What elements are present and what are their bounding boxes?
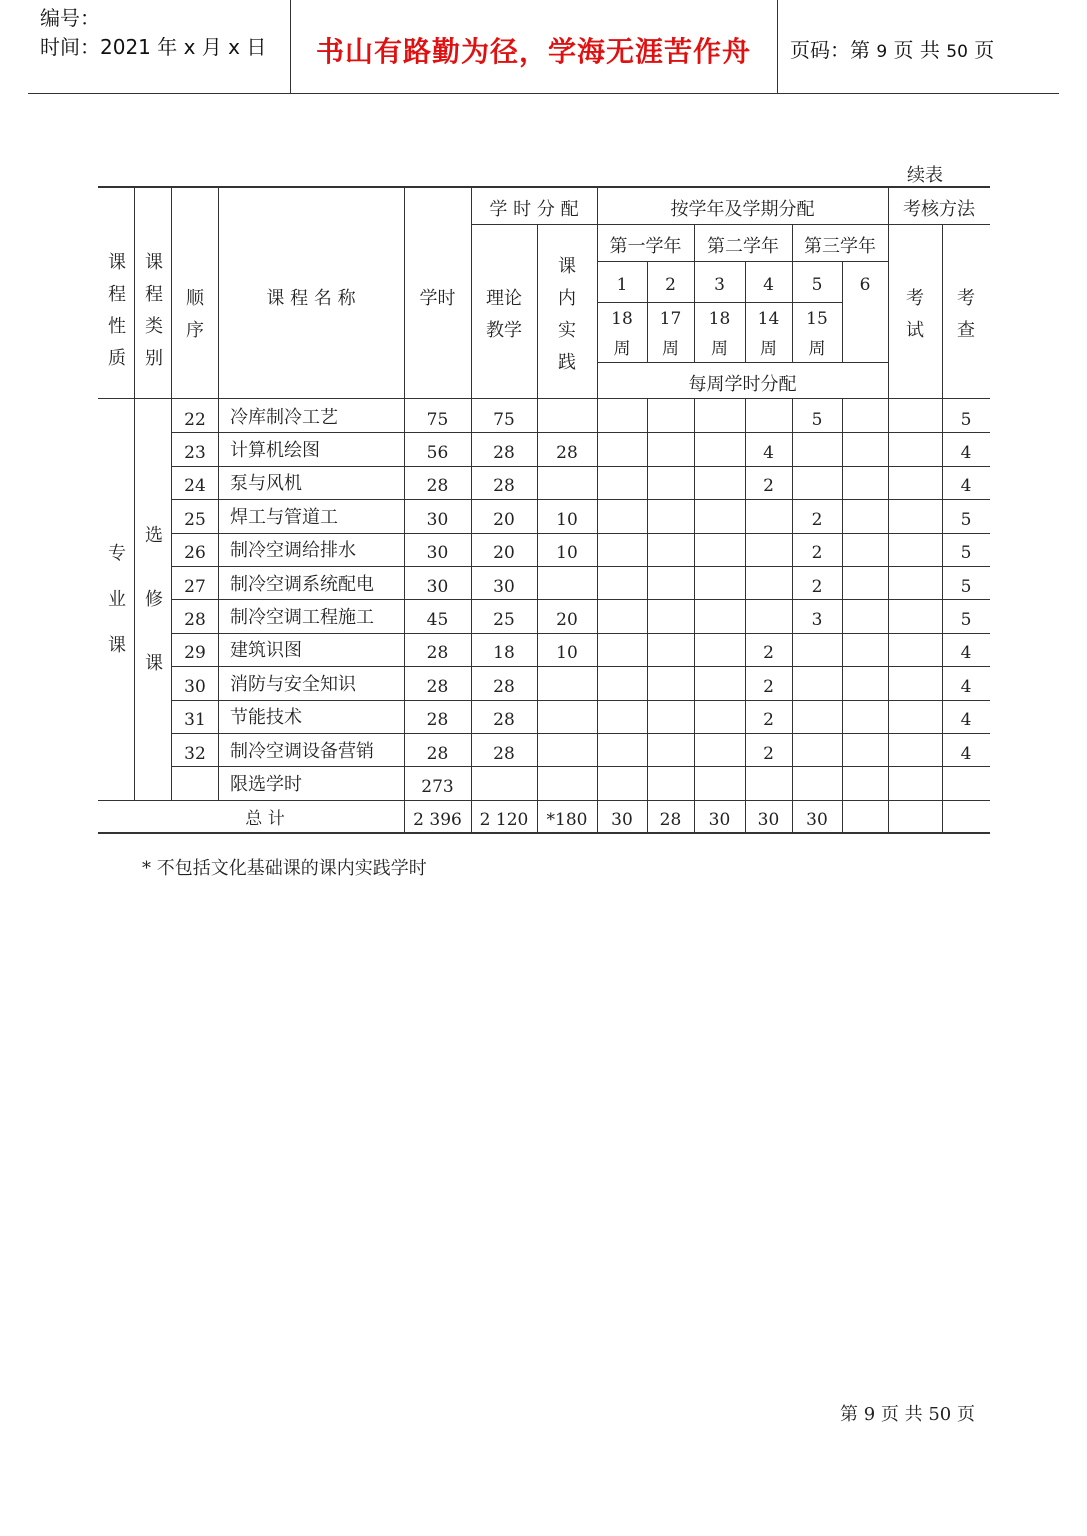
grid-line (792, 398, 793, 832)
header-char: 教学 (486, 320, 522, 341)
row-practice: 10 (556, 543, 578, 564)
weeks-text: 周 (808, 339, 826, 359)
row-t4 (745, 405, 792, 434)
row-theory: 28 (493, 476, 515, 497)
hdr-alloc: 学 时 分 配 (489, 199, 579, 220)
row-t6 (842, 539, 888, 568)
row-theory: 18 (493, 643, 515, 664)
row-t2 (647, 472, 694, 501)
row-t3 (694, 672, 745, 701)
row-order: 31 (184, 710, 206, 731)
row-check: 4 (960, 476, 972, 497)
grid-line (597, 186, 598, 832)
grid-line (647, 261, 648, 362)
row-course-name: 制冷空调工程施工 (230, 607, 374, 629)
row-hours: 28 (426, 476, 449, 497)
row-t3 (694, 706, 745, 735)
header-char: 序 (186, 320, 204, 341)
total-t5: 30 (806, 810, 828, 831)
row-order: 25 (184, 509, 206, 530)
grid-line (597, 302, 842, 303)
row-exam (888, 639, 942, 668)
grid-line (471, 186, 472, 832)
header-char: 程 (108, 284, 126, 305)
row-practice (537, 472, 597, 501)
row-order: 24 (184, 476, 206, 497)
row-exam (888, 505, 942, 534)
grid-line (745, 398, 746, 832)
term-number: 3 (714, 275, 725, 295)
header-char: 顺 (186, 288, 204, 309)
grid-line (888, 186, 889, 832)
date-label: 时间：2021 年 x 月 x 日 (40, 35, 267, 59)
row-t2 (647, 605, 694, 634)
row-t5 (792, 739, 842, 768)
footnote: * 不包括文化基础课的课内实践学时 (142, 858, 427, 879)
row-hours: 28 (426, 710, 449, 731)
row-course-name: 泵与风机 (230, 473, 302, 495)
row-t5 (792, 706, 842, 735)
row-order: 28 (184, 610, 206, 631)
limit-label: 限选学时 (230, 774, 302, 796)
row-course-name: 焊工与管道工 (230, 506, 338, 528)
row-t5 (792, 472, 842, 501)
row-t1 (597, 472, 647, 501)
grid-line (471, 224, 888, 225)
row-t6 (842, 706, 888, 735)
row-t5: 2 (811, 509, 823, 530)
row-t2 (647, 438, 694, 467)
row-check: 5 (960, 610, 972, 631)
row-check: 5 (960, 576, 972, 597)
grid-line (745, 261, 746, 362)
row-check: 4 (960, 643, 972, 664)
header-char: 查 (957, 320, 975, 341)
grid-line (537, 224, 538, 832)
row-exam (888, 572, 942, 601)
weeks-text: 18 (611, 309, 633, 329)
row-theory: 30 (493, 576, 515, 597)
hdr-nature (98, 224, 136, 398)
grid-line (172, 666, 990, 667)
row-t3 (694, 505, 745, 534)
grid-line (942, 224, 943, 832)
header-char: 选 (145, 525, 163, 546)
row-t1 (597, 706, 647, 735)
row-theory: 75 (493, 409, 515, 430)
code-label: 编号： (40, 6, 100, 30)
row-t5: 2 (811, 543, 823, 564)
total-practice: *180 (546, 810, 588, 831)
grid-line (404, 186, 405, 832)
row-order: 32 (184, 743, 206, 764)
row-t3 (694, 572, 745, 601)
total-t2: 28 (659, 810, 682, 831)
row-theory: 28 (493, 443, 515, 464)
row-t1 (597, 405, 647, 434)
grid-line (98, 832, 990, 834)
row-order: 26 (184, 543, 206, 564)
grid-line (842, 398, 843, 832)
grid-line (134, 186, 135, 800)
total-t3: 30 (708, 810, 731, 831)
hdr-name: 课 程 名 称 (266, 288, 356, 309)
row-t2 (647, 505, 694, 534)
row-t4: 4 (763, 443, 774, 464)
total-check (942, 806, 990, 835)
grid-line (842, 261, 843, 362)
row-course-name: 建筑识图 (230, 640, 302, 662)
row-t6 (842, 405, 888, 434)
row-practice: 10 (556, 509, 578, 530)
row-practice: 10 (556, 643, 578, 664)
row-t2 (647, 739, 694, 768)
header-char: 课 (558, 256, 576, 277)
row-hours: 28 (426, 643, 449, 664)
weeks-text: 周 (613, 339, 631, 359)
row-hours: 30 (426, 576, 449, 597)
row-check: 5 (960, 543, 972, 564)
row-t2 (647, 539, 694, 568)
weeks-text: 17 (659, 309, 682, 329)
row-t2 (647, 639, 694, 668)
term-number: 6 (859, 275, 871, 295)
grid-line (218, 186, 219, 800)
row-t3 (694, 472, 745, 501)
row-theory: 28 (493, 743, 515, 764)
grid-line (172, 599, 990, 600)
page-footer: 第 9 页 共 50 页 (840, 1404, 975, 1425)
grid-line (172, 499, 990, 500)
header-char: 课 (145, 252, 163, 273)
term-weeks (647, 304, 694, 364)
row-t6 (842, 505, 888, 534)
grid-line (172, 533, 990, 534)
grid-line (888, 224, 990, 225)
grid-line (172, 633, 990, 634)
row-course-name: 计算机绘图 (230, 440, 320, 462)
total-t6 (842, 806, 888, 835)
grid-line (694, 398, 695, 832)
hdr-year-1: 第一学年 (609, 236, 682, 257)
hdr-hours: 学时 (419, 288, 456, 309)
total-t4: 30 (757, 810, 780, 831)
row-course-name: 消防与安全知识 (230, 673, 356, 695)
nature-label (98, 530, 136, 670)
row-course-name: 节能技术 (230, 707, 302, 729)
row-exam (888, 672, 942, 701)
row-t4: 2 (763, 476, 774, 497)
row-t1 (597, 639, 647, 668)
hdr-year-2: 第二学年 (707, 236, 779, 257)
row-t5 (792, 672, 842, 701)
row-order: 29 (184, 643, 206, 664)
header-char: 考 (957, 288, 975, 309)
header-char: 修 (145, 589, 163, 610)
row-t1 (597, 505, 647, 534)
row-check: 4 (960, 710, 972, 731)
row-theory: 25 (493, 610, 515, 631)
row-practice (537, 405, 597, 434)
row-hours: 30 (426, 543, 449, 564)
row-t5 (792, 639, 842, 668)
row-theory: 20 (493, 509, 515, 530)
row-exam (888, 405, 942, 434)
row-t3 (694, 405, 745, 434)
header-char: 试 (906, 320, 924, 341)
row-course-name: 制冷空调系统配电 (230, 573, 374, 595)
row-t5: 5 (811, 409, 823, 430)
row-hours: 45 (426, 610, 449, 631)
grid-line (792, 224, 793, 362)
motto: 书山有路勤为径，学海无涯苦作舟 (316, 35, 752, 68)
term-weeks (597, 304, 647, 364)
row-t1 (597, 605, 647, 634)
row-exam (888, 472, 942, 501)
term-weeks (694, 304, 745, 364)
row-t6 (842, 739, 888, 768)
grid-line (172, 466, 990, 467)
weeks-text: 周 (710, 339, 728, 359)
grid-line (98, 800, 990, 801)
row-order: 23 (184, 443, 206, 464)
row-exam (888, 539, 942, 568)
row-hours: 30 (426, 509, 449, 530)
grid-line (694, 224, 695, 362)
row-course-name: 制冷空调给排水 (230, 540, 356, 562)
row-t5 (792, 438, 842, 467)
term-number: 1 (616, 275, 628, 295)
header-char: 质 (108, 348, 126, 369)
header-char: 课 (108, 635, 126, 656)
page-number: 9 (876, 42, 888, 62)
grid-line (597, 362, 888, 363)
row-order: 27 (184, 576, 206, 597)
page-suffix: 页 (974, 38, 995, 62)
hdr-exam (888, 280, 942, 350)
row-hours: 56 (426, 443, 449, 464)
hdr-assess: 考核方法 (903, 199, 975, 220)
total-t1: 30 (611, 810, 633, 831)
row-hours: 75 (426, 409, 449, 430)
grid-line (172, 733, 990, 734)
row-t6 (842, 472, 888, 501)
row-t2 (647, 572, 694, 601)
row-exam (888, 739, 942, 768)
term-number: 4 (763, 275, 774, 295)
row-t2 (647, 706, 694, 735)
row-course-name: 冷库制冷工艺 (230, 406, 338, 428)
row-t6 (842, 672, 888, 701)
term-number: 5 (811, 275, 823, 295)
header-char: 别 (145, 348, 163, 369)
hdr-order (172, 240, 218, 390)
row-check: 5 (960, 409, 972, 430)
page-prefix: 页码：第 (790, 38, 870, 62)
row-t1 (597, 539, 647, 568)
row-practice (537, 739, 597, 768)
row-practice: 28 (556, 443, 578, 464)
continued-label: 续表 (907, 165, 943, 186)
grid-line (172, 566, 990, 567)
grid-line (98, 186, 990, 188)
header-char: 内 (558, 288, 576, 309)
row-course-name: 制冷空调设备营销 (230, 740, 374, 762)
row-t2 (647, 405, 694, 434)
row-t5: 2 (811, 576, 823, 597)
row-t4 (745, 539, 792, 568)
row-check: 5 (960, 509, 972, 530)
row-exam (888, 706, 942, 735)
total-hours: 2 396 (413, 810, 462, 831)
total-theory: 2 120 (479, 810, 529, 831)
row-practice (537, 706, 597, 735)
hdr-by-year: 按学年及学期分配 (670, 199, 815, 220)
row-practice: 20 (556, 610, 578, 631)
hdr-check (942, 280, 990, 350)
row-check: 4 (960, 676, 972, 697)
header-char: 实 (558, 320, 576, 341)
row-t1 (597, 739, 647, 768)
row-hours: 28 (426, 676, 449, 697)
row-t4: 2 (763, 643, 774, 664)
term-weeks (792, 304, 842, 364)
header-char: 程 (145, 284, 163, 305)
grid-line (647, 398, 648, 832)
category-label (136, 520, 172, 680)
row-t4: 2 (763, 743, 774, 764)
grid-line (172, 432, 990, 433)
total-exam (888, 806, 942, 835)
row-t6 (842, 639, 888, 668)
weeks-text: 14 (757, 309, 780, 329)
header-char: 性 (108, 316, 126, 337)
row-t4 (745, 605, 792, 634)
header-char: 专 (108, 543, 126, 564)
row-t4 (745, 505, 792, 534)
weeks-text: 15 (806, 309, 828, 329)
total-label: 总 计 (245, 808, 285, 829)
hdr-category (136, 224, 172, 398)
term-number: 2 (665, 275, 676, 295)
weeks-text: 18 (708, 309, 731, 329)
row-t4 (745, 572, 792, 601)
row-t6 (842, 438, 888, 467)
row-t4: 2 (763, 710, 774, 731)
header-char: 课 (108, 252, 126, 273)
row-t1 (597, 438, 647, 467)
row-t2 (647, 672, 694, 701)
row-order: 30 (184, 676, 206, 697)
row-t5: 3 (811, 610, 823, 631)
row-t3 (694, 539, 745, 568)
row-t6 (842, 605, 888, 634)
grid-line (171, 186, 172, 800)
row-check: 4 (960, 443, 972, 464)
page-mid: 页 共 (893, 38, 940, 62)
row-theory: 20 (493, 543, 515, 564)
row-t3 (694, 739, 745, 768)
header-char: 类 (145, 316, 163, 337)
page-total: 50 (946, 42, 968, 62)
grid-line (172, 700, 990, 701)
row-t6 (842, 572, 888, 601)
row-theory: 28 (493, 676, 515, 697)
term-weeks (745, 304, 792, 364)
grid-line (98, 398, 990, 399)
hdr-year-3: 第三学年 (804, 236, 876, 257)
header-char: 践 (558, 352, 576, 373)
hdr-practice (537, 250, 597, 380)
weeks-text: 周 (661, 339, 679, 359)
row-hours: 28 (426, 743, 449, 764)
grid-line (597, 261, 888, 262)
grid-line (172, 766, 990, 767)
header-char: 理论 (486, 288, 522, 309)
row-t1 (597, 672, 647, 701)
row-check: 4 (960, 743, 972, 764)
row-t3 (694, 639, 745, 668)
row-exam (888, 438, 942, 467)
hdr-weekly: 每周学时分配 (688, 374, 797, 395)
row-theory: 28 (493, 710, 515, 731)
row-practice (537, 672, 597, 701)
hdr-theory (471, 280, 537, 350)
header-char: 考 (906, 288, 924, 309)
row-order: 22 (184, 409, 206, 430)
row-practice (537, 572, 597, 601)
weeks-text: 周 (759, 339, 777, 359)
row-exam (888, 605, 942, 634)
row-t3 (694, 605, 745, 634)
row-t3 (694, 438, 745, 467)
header-char: 业 (108, 589, 126, 610)
row-t1 (597, 572, 647, 601)
row-t4: 2 (763, 676, 774, 697)
header-char: 课 (145, 653, 163, 674)
limit-hours: 273 (421, 777, 454, 798)
